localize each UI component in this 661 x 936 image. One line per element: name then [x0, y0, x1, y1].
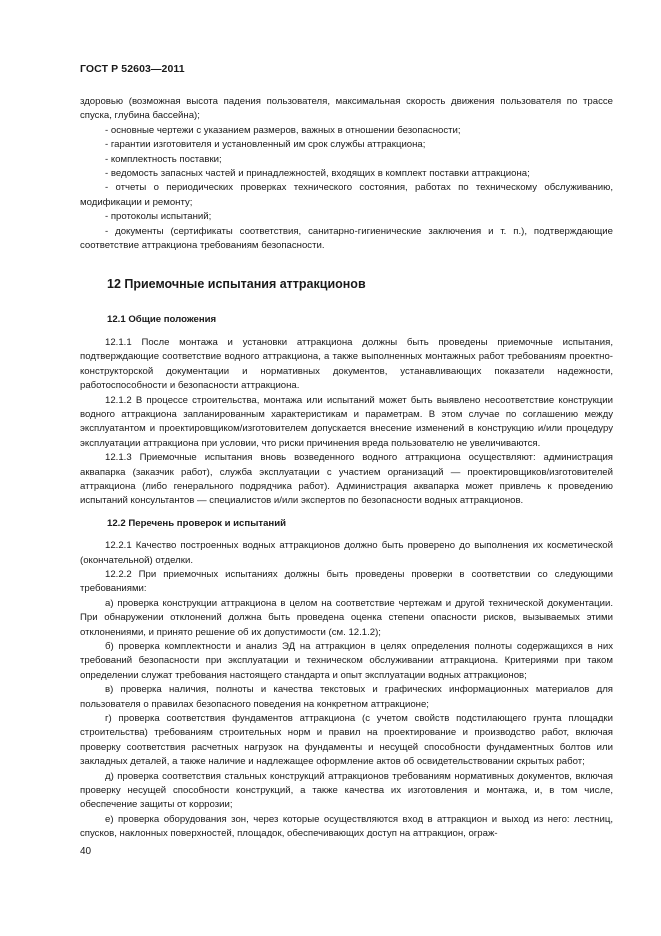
section-heading-12: 12 Приемочные испытания аттракционов — [107, 277, 366, 292]
paragraph-continuation: здоровью (возможная высота падения пользователя, максимальная скорость движения пользователя по трассе спуска, глубина бассейна); — [80, 96, 613, 122]
list-item-spare-parts: - ведомость запасных частей и принадлежностей, входящих в комплект поставки аттракциона; — [105, 168, 530, 180]
list-item-e: е) проверка оборудования зон, через которые осуществляются вход в аттракцион и выход из него: лестниц, спусков, наклонных поверхностей, площадок, обеспечивающих доступ на аттракцион, ограж- — [80, 813, 613, 840]
list-item-inspection-reports: - отчеты о периодических проверках технического состояния, работах по техническому обслуживанию, модификации и ремонту; — [80, 182, 613, 208]
subsection-heading-12-1: 12.1 Общие положения — [107, 314, 217, 326]
paragraph-12-1-3: 12.1.3 Приемочные испытания вновь возведенного водного аттракциона осуществляют: администрация аквапарка (заказчик работ), служба эксплуатации с участием организаций — проектировщиков/изготовителей аттракциона (либо генерального подрядчика работ). Администрация аквапарка может привлечь к проведению испытаний консультантов — специалистов и/или экспертов по безопасности водных аттракционов. — [80, 452, 613, 507]
document-code-header: ГОСТ Р 52603—2011 — [80, 63, 185, 75]
page-number: 40 — [80, 846, 92, 857]
paragraph-12-2-1: 12.2.1 Качество построенных водных аттракционов должно быть проверено до выполнения их косметической (окончательной) отделки. — [80, 540, 613, 566]
list-item-b: б) проверка комплектности и анализ ЭД на аттракцион в целях определения полноты содержащихся в них требований безопасности при эксплуатации и техническом обслуживании аттракциона. Критериями при таком определении служат требования настоящего стандарта и опыт эксплуатации водных аттракционов; — [80, 641, 613, 681]
list-item-drawings: - основные чертежи с указанием размеров, важных в отношении безопасности; — [105, 124, 461, 136]
list-item-completeness: - комплектность поставки; — [105, 153, 222, 165]
paragraph-12-1-1: 12.1.1 После монтажа и установки аттракциона должны быть проведены приемочные испытания, подтверждающие соответствие водного аттракциона, а также выполненных монтажных работ требованиям проектно-конструкторской документации и нормативных документов, устанавливающих показатели надежности, работоспособности и безопасности аттракциона. — [80, 336, 613, 392]
list-item-warranty: - гарантии изготовителя и установленный им срок службы аттракциона; — [105, 139, 426, 151]
subsection-heading-12-2: 12.2 Перечень проверок и испытаний — [107, 517, 287, 529]
list-item-v: в) проверка наличия, полноты и качества текстовых и графических информационных материалов для пользователя о правилах безопасного поведения на конкретном аттракционе; — [80, 684, 613, 710]
paragraph-12-2-2: 12.2.2 При приемочных испытаниях должны быть проведены проверки в соответствии со следующими требованиями: — [80, 568, 613, 595]
document-body — [80, 95, 613, 842]
list-item-certificates: - документы (сертификаты соответствия, санитарно-гигиенические заключения и т. п.), подтверждающие соответствие аттракциона требованиям безопасности. — [80, 225, 613, 252]
list-item-d: д) проверка соответствия стальных конструкций аттракционов требованиям нормативных документов, включая проверку несущей способности конструкций, а также качества их изготовления и монтажа, и, в том числе, обеспечение защиты от коррозии; — [80, 770, 613, 811]
list-item-g: г) проверка соответствия фундаментов аттракциона (с учетом свойств подстилающего грунта площадки строительства) требованиям строительных норм и правил на проектирование и производство работ, включая проверку соответствия расчетных нагрузок на фундаменты и несущей способности фундаментных болтов или закладных деталей, а также наличие и надлежащее оформление актов об освидетельствовании скрытых работ; — [80, 713, 613, 768]
paragraph-12-1-2: 12.1.2 В процессе строительства, монтажа или испытаний может быть выявлено несоответствие конструкции водного аттракциона запланированным характеристикам и параметрам. В этом случае по соглашению между эксплуатантом и проектировщиком/изготовителем допускается внесение изменений в конструкцию и/или процедуру эксплуатации аттракциона при условии, что риски причинения вреда пользователю не увеличиваются. — [80, 394, 613, 449]
list-item-a: а) проверка конструкции аттракциона в целом на соответствие чертежам и другой технической документации. При обнаружении отклонений должна быть проведена оценка степени опасности рисков, вызываемых этими отклонениями, и принято решение об их допустимости (см. 12.1.2); — [80, 597, 613, 638]
list-item-test-protocols: - протоколы испытаний; — [105, 211, 212, 223]
